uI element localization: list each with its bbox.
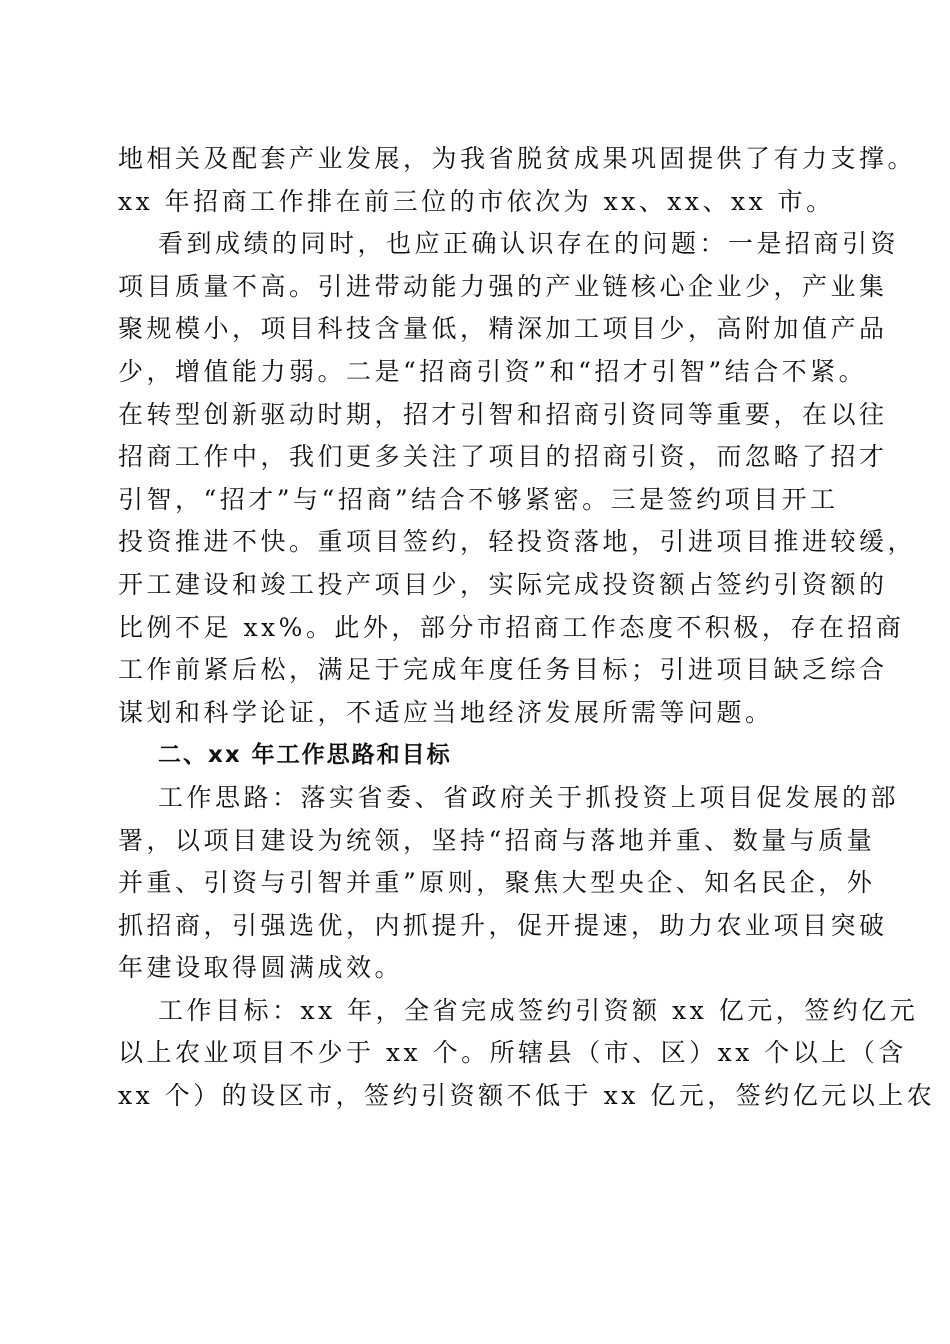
paragraph-line: 工作前紧后松，满足于完成年度任务目标；引进项目缺乏综合	[118, 655, 888, 685]
paragraph-line: 并重、引资与引智并重”原则，聚焦大型央企、知名民企，外	[118, 868, 876, 898]
paragraph-line: 年建设取得圆满成效。	[118, 953, 404, 983]
paragraph-line: 工作思路：落实省委、省政府关于抓投资上项目促发展的部	[158, 782, 900, 812]
section-heading: 二、xx 年工作思路和目标	[158, 742, 452, 769]
paragraph-line: 看到成绩的同时，也应正确认识存在的问题：一是招商引资	[158, 229, 900, 259]
paragraph-line: 以上农业项目不少于 xx 个。所辖县（市、区）xx 个以上（含	[118, 1038, 907, 1068]
paragraph-line: 在转型创新驱动时期，招才引智和招商引资同等重要，在以往	[118, 399, 888, 429]
paragraph-line: 署，以项目建设为统领，坚持“招商与落地并重、数量与质量	[118, 825, 876, 855]
paragraph-line: 比例不足 xx%。此外，部分市招商工作态度不积极，存在招商	[118, 612, 905, 642]
paragraph-line: 工作目标：xx 年，全省完成签约引资额 xx 亿元，签约亿元	[158, 995, 919, 1025]
paragraph-line: 项目质量不高。引进带动能力强的产业链核心企业少，产业集	[118, 271, 888, 301]
paragraph-line: 招商工作中，我们更多关注了项目的招商引资，而忽略了招才	[118, 442, 888, 472]
paragraph-line: 抓招商，引强选优，内抓提升，促开提速，助力农业项目突破	[118, 910, 888, 940]
paragraph-line: 地相关及配套产业发展，为我省脱贫成果巩固提供了有力支撑。	[118, 144, 917, 173]
paragraph-line: 聚规模小，项目科技含量低，精深加工项目少，高附加值产品	[118, 314, 888, 344]
paragraph-line: 引智，“招才”与“招商”结合不够紧密。三是签约项目开工	[118, 484, 839, 514]
paragraph-line: xx 年招商工作排在前三位的市依次为 xx、xx、xx 市。	[118, 186, 835, 216]
document-body	[118, 138, 936, 1118]
paragraph-line: xx 个）的设区市，签约引资额不低于 xx 亿元，签约亿元以上农	[118, 1081, 936, 1111]
paragraph-line: 谋划和科学论证，不适应当地经济发展所需等问题。	[118, 697, 774, 727]
paragraph-line: 少，增值能力弱。二是“招商引资”和“招才引智”结合不紧。	[118, 356, 868, 386]
paragraph-line: 投资推进不快。重项目签约，轻投资落地，引进项目推进较缓，	[118, 527, 917, 557]
paragraph-line: 开工建设和竣工投产项目少，实际完成投资额占签约引资额的	[118, 569, 888, 599]
